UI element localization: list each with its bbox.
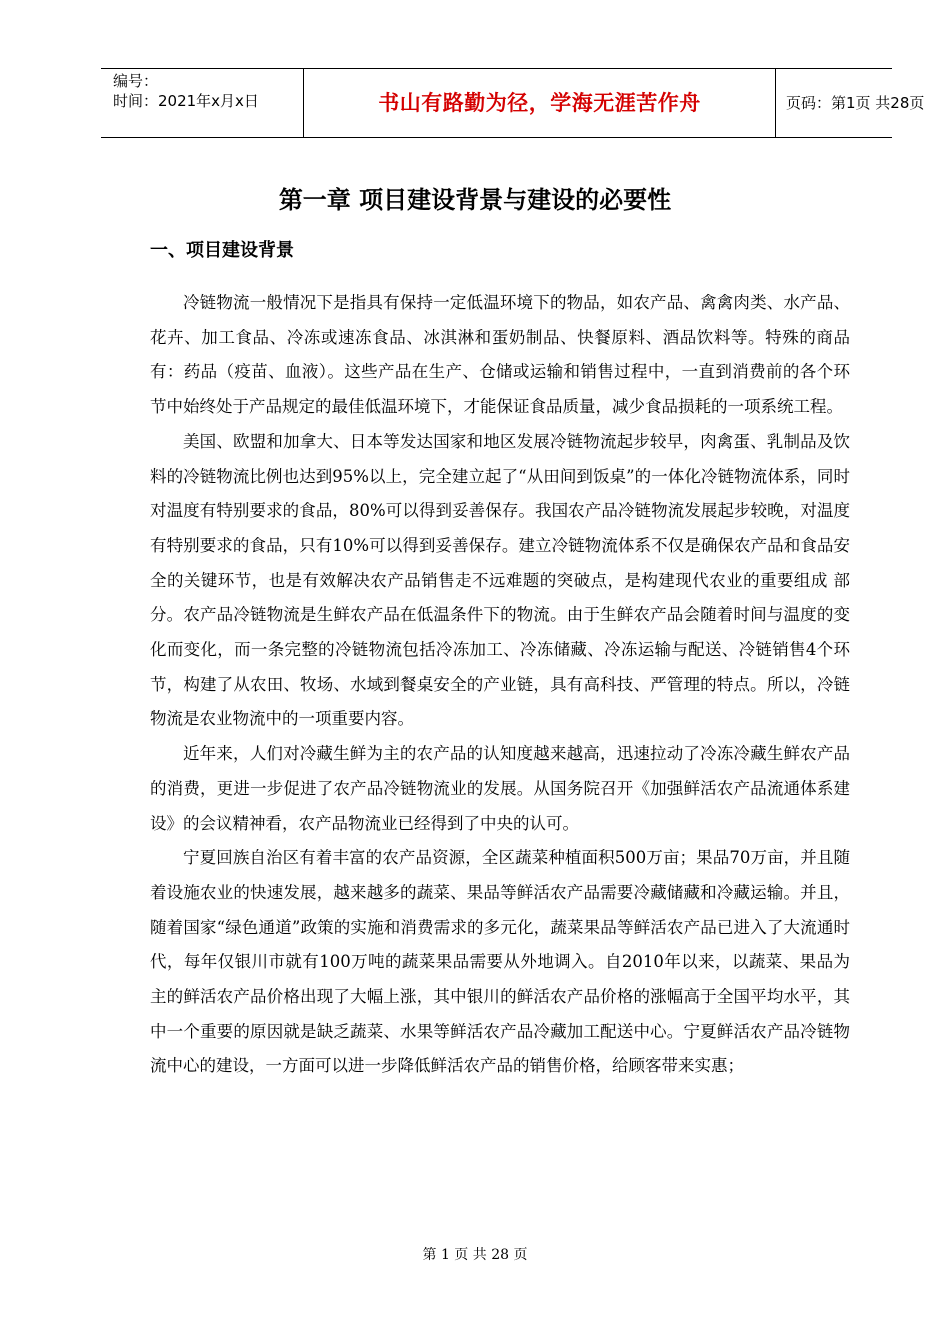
document-body xyxy=(150,286,850,1084)
paragraph: 美国、欧盟和加拿大、日本等发达国家和地区发展冷链物流起步较早，肉禽蛋、乳制品及饮料的冷链物流比例也达到95%以上，完全建立起了“从田间到饭桌”的一体化冷链物流体系，同时对温度有特别要求的食品，80%可以得到妥善保存。我国农产品冷链物流发展起步较晚，对温度有特别要求的食品，只有10%可以得到妥善保存。建立冷链物流体系不仅是确保农产品和食品安全的关键环节，也是有效解决农产品销售走不远难题的突破点，是构建现代农业的重要组成 部分。农产品冷链物流是生鲜农产品在低温条件下的物流。由于生鲜农产品会随着时间与温度的变化而变化，而一条完整的冷链物流包括冷冻加工、冷冻储藏、冷冻运输与配送、冷链销售4个环节，构建了从农田、牧场、水域到餐桌安全的产业链，具有高科技、严管理的特点。所以，冷链物流是农业物流中的一项重要内容。 xyxy=(150,431,850,729)
paragraph: 冷链物流一般情况下是指具有保持一定低温环境下的物品，如农产品、禽禽肉类、水产品、花卉、加工食品、冷冻或速冻食品、冰淇淋和蛋奶制品、快餐原料、酒品饮料等。特殊的商品有：药品（疫苗、血液）。这些产品在生产、仓储或运输和销售过程中，一直到消费前的各个环节中始终处于产品规定的最佳低温环境下，才能保证食品质量，减少食品损耗的一项系统工程。 xyxy=(150,293,850,417)
paragraph: 近年来，人们对冷藏生鲜为主的农产品的认知度越来越高，迅速拉动了冷冻冷藏生鲜农产品的消费，更进一步促进了农产品冷链物流业的发展。从国务院召开《加强鲜活农产品流通体系建设》的会议精神看，农产品物流业已经得到了中央的认可。 xyxy=(150,744,850,833)
time-label: 时间：2021年x月x日 xyxy=(113,92,259,110)
chapter-title: 第一章 项目建设背景与建设的必要性 xyxy=(278,186,672,214)
section-title: 一、项目建设背景 xyxy=(150,240,294,261)
header-meta-cell xyxy=(101,69,304,137)
header-page-label: 页码：第1页 共28页 xyxy=(786,94,925,112)
header-motto: 书山有路勤为径，学海无涯苦作舟 xyxy=(304,69,776,137)
page-header xyxy=(101,68,925,138)
number-label: 编号： xyxy=(113,72,159,90)
paragraph: 宁夏回族自治区有着丰富的农产品资源，全区蔬菜种植面积500万亩；果品70万亩，并且随着设施农业的快速发展，越来越多的蔬菜、果品等鲜活农产品需要冷藏储藏和冷藏运输。并且，随着国家“绿色通道”政策的实施和消费需求的多元化，蔬菜果品等鲜活农产品已进入了大流通时代，每年仅银川市就有100万吨的蔬菜果品需要从外地调入。自2010年以来，以蔬菜、果品为主的鲜活农产品价格出现了大幅上涨，其中银川的鲜活农产品价格的涨幅高于全国平均水平，其中一个重要的原因就是缺乏蔬菜、水果等鲜活农产品冷藏加工配送中心。宁夏鲜活农产品冷链物流中心的建设，一方面可以进一步降低鲜活农产品的销售价格，给顾客带来实惠； xyxy=(150,848,850,1076)
page-footer: 第 1 页 共 28 页 xyxy=(422,1247,528,1263)
